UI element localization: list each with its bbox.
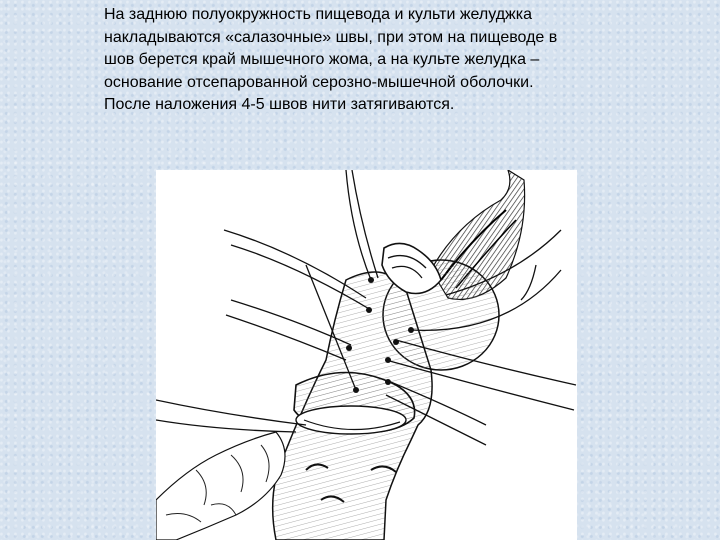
text-line-4: основание отсепарованной серозно-мышечной оболочки. bbox=[104, 73, 534, 91]
text-line-5: После наложения 4-5 швов нити затягиваются. bbox=[104, 96, 455, 113]
text-line-1: На заднюю полуокружность пищевода и культи желуджка bbox=[104, 6, 532, 23]
text-line-3: шов берется край мышечного жома, а на культе желудка – bbox=[104, 51, 540, 68]
surgical-illustration bbox=[156, 170, 577, 540]
slide-text bbox=[104, 4, 704, 117]
suture-drawing bbox=[156, 170, 577, 540]
omentum bbox=[156, 432, 285, 540]
text-line-2: накладываются «салазочные» швы, при этом на пищеводе в bbox=[104, 28, 558, 46]
